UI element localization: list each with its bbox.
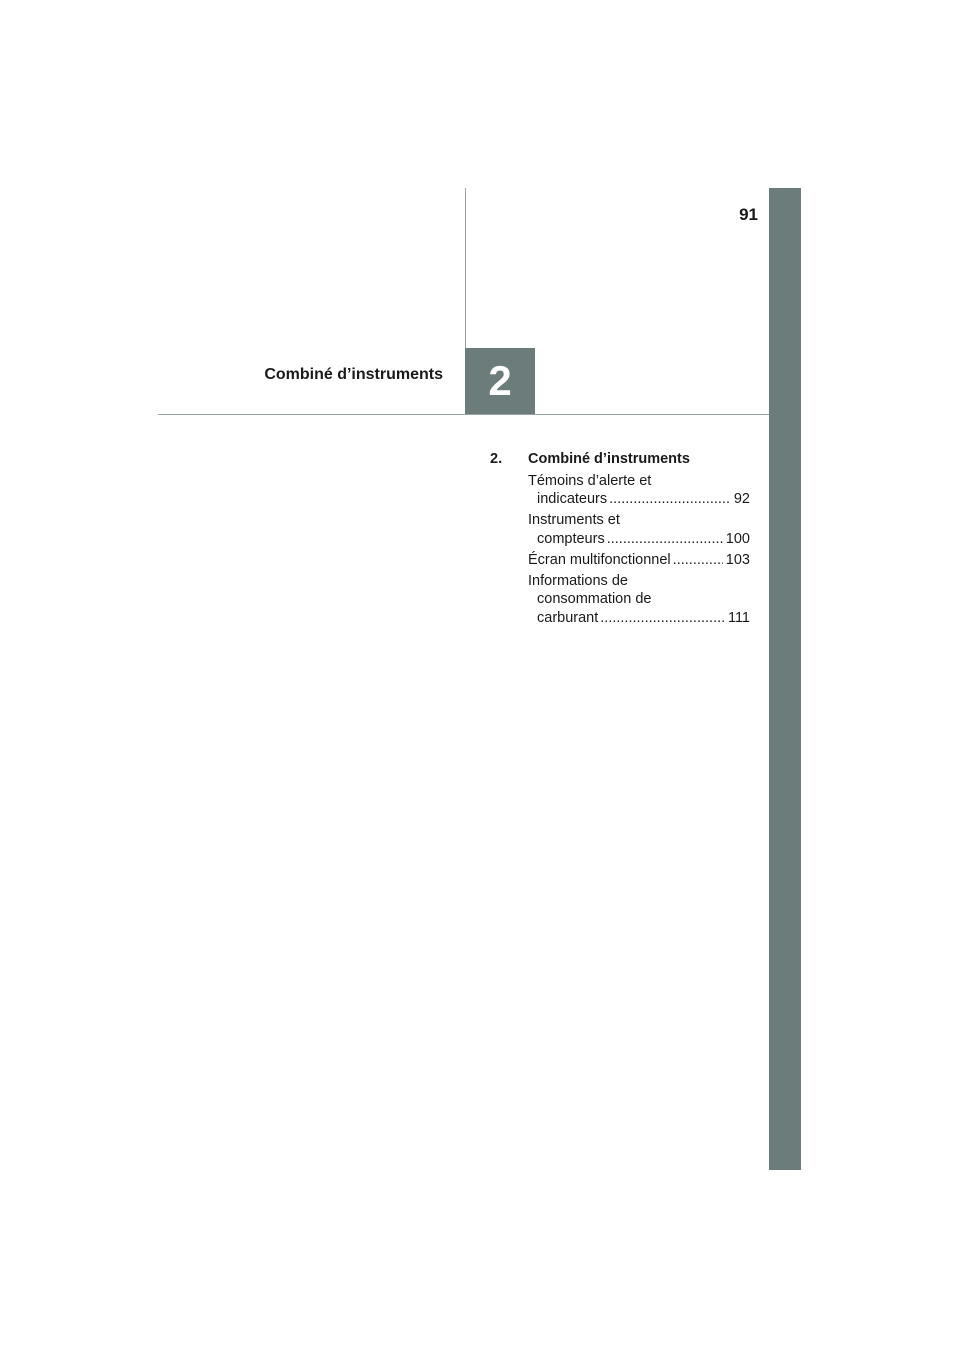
toc-entry-warning-lights[interactable] bbox=[528, 472, 750, 509]
dot-leader bbox=[673, 551, 723, 570]
vertical-divider bbox=[465, 188, 466, 348]
toc-entry-page: 92 bbox=[733, 491, 750, 507]
toc-entry-fuel-consumption[interactable] bbox=[528, 572, 750, 628]
toc-entry-multi-display[interactable] bbox=[528, 551, 750, 570]
toc-entry-gauges-meters[interactable] bbox=[528, 511, 750, 548]
page-number: 91 bbox=[739, 205, 758, 224]
horizontal-divider bbox=[158, 414, 769, 415]
toc-section-title: Combiné d’instruments bbox=[528, 451, 690, 467]
chapter-number-box: 2 bbox=[465, 348, 535, 414]
dot-leader bbox=[607, 530, 723, 549]
chapter-title: Combiné d’instruments bbox=[264, 366, 443, 383]
toc-entry-line: carburant bbox=[537, 609, 599, 626]
toc-entry-page: 111 bbox=[727, 609, 750, 626]
toc-entry-line: Instruments et bbox=[528, 512, 620, 528]
dot-leader bbox=[609, 490, 731, 509]
toc-entry-line: compteurs bbox=[537, 530, 605, 547]
toc-section-heading bbox=[490, 450, 750, 469]
toc-entry-line: consommation de bbox=[537, 591, 652, 607]
toc-entry-line: indicateurs bbox=[537, 491, 608, 507]
toc-entry-page: 100 bbox=[725, 530, 750, 547]
table-of-contents bbox=[490, 450, 750, 630]
toc-entry-page: 103 bbox=[725, 551, 750, 568]
toc-entry-line: Écran multifonctionnel bbox=[528, 551, 671, 568]
toc-entry-line: Informations de bbox=[528, 572, 628, 589]
toc-entry-line: Témoins d’alerte et bbox=[528, 472, 652, 489]
chapter-side-tab bbox=[769, 188, 801, 1170]
toc-section-number: 2. bbox=[490, 451, 503, 467]
dot-leader bbox=[600, 609, 725, 628]
